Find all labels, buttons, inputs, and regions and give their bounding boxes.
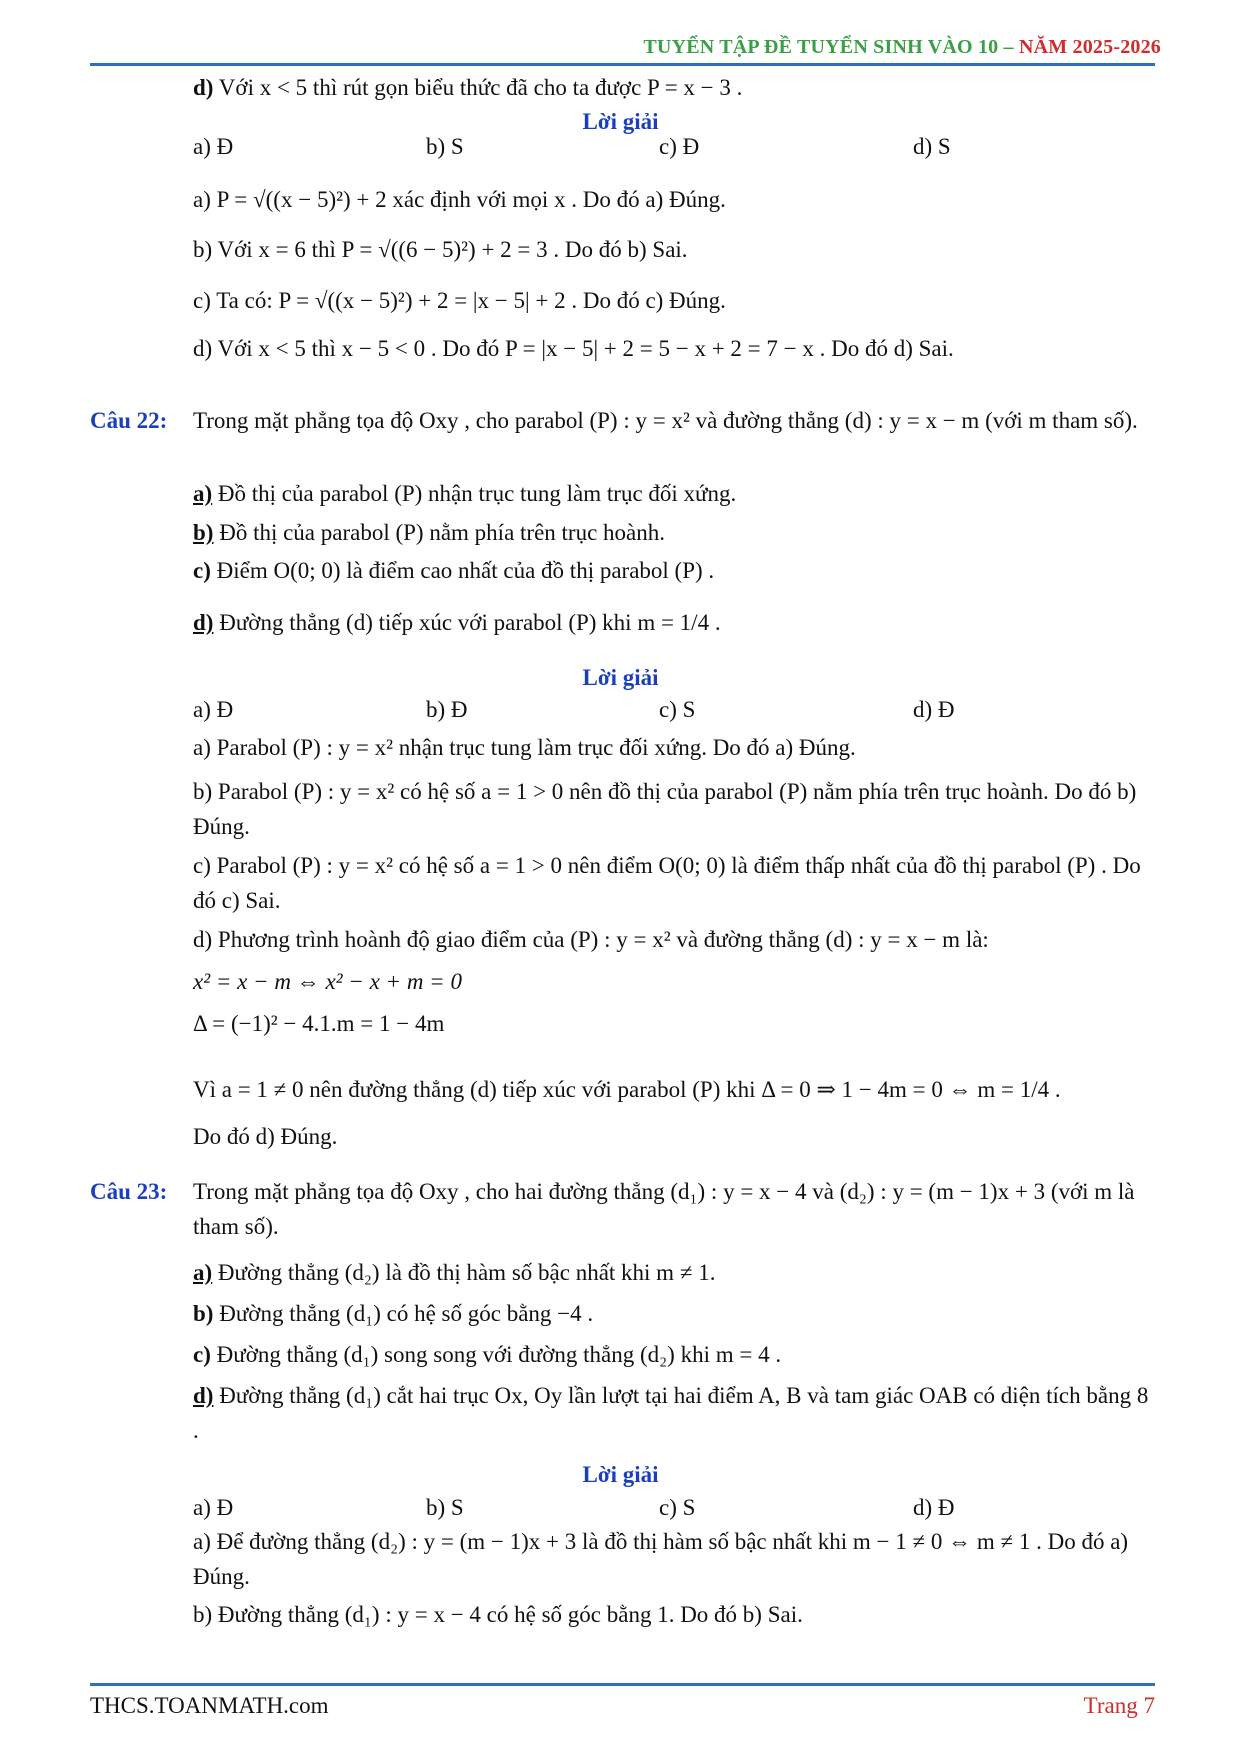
question-stem-22: Trong mặt phẳng tọa độ Oxy , cho parabol (P) : y = x² và đường thẳng (d) : y = x − m (với m tham số). bbox=[193, 408, 1138, 433]
question-item bbox=[193, 1296, 1155, 1331]
answer-a: a) Đ bbox=[193, 1495, 234, 1520]
solution-line: d) Phương trình hoành độ giao điểm của (P) : y = x² và đường thẳng (d) : y = x − m là: bbox=[193, 927, 989, 952]
answer-b: b) S bbox=[426, 1495, 464, 1520]
item-text: Đồ thị của parabol (P) nhận trục tung làm trục đối xứng. bbox=[217, 481, 737, 506]
statement-label: d) bbox=[193, 75, 214, 100]
header-series-title: TUYỂN TẬP ĐỀ TUYỂN SINH VÀO 10 – bbox=[643, 36, 1019, 58]
answer-c: c) Đ bbox=[659, 134, 700, 159]
solution-line: a) P = √((x − 5)²) + 2 xác định với mọi x . Do đó a) Đúng. bbox=[193, 187, 726, 212]
header-rule bbox=[90, 63, 1155, 66]
answer-row-21 bbox=[193, 129, 1133, 164]
page-header bbox=[643, 36, 1161, 59]
question-label-23: Câu 23: bbox=[90, 1179, 168, 1204]
item-text: Đường thẳng (d₂) là đồ thị hàm số bậc nhất khi m ≠ 1. bbox=[217, 1260, 716, 1285]
question-item bbox=[193, 1255, 1155, 1290]
solution-line: c) Ta có: P = √((x − 5)²) + 2 = |x − 5| + 2 . Do đó c) Đúng. bbox=[193, 288, 726, 313]
footer-rule bbox=[90, 1683, 1155, 1686]
solution-equation: Δ = (−1)² − 4.1.m = 1 − 4m bbox=[193, 1011, 445, 1036]
solution-line: b) Với x = 6 thì P = √((6 − 5)²) + 2 = 3 . Do đó b) Sai. bbox=[193, 237, 688, 262]
question-item bbox=[193, 515, 1155, 550]
item-text: Điểm O(0; 0) là điểm cao nhất của đồ thị parabol (P) . bbox=[216, 558, 715, 583]
item-label: d) bbox=[193, 1383, 214, 1408]
answer-c: c) S bbox=[659, 1495, 696, 1520]
answer-d: d) Đ bbox=[913, 1495, 955, 1520]
answer-d: d) Đ bbox=[913, 697, 955, 722]
answer-a: a) Đ bbox=[193, 134, 234, 159]
header-year: NĂM 2025-2026 bbox=[1018, 36, 1161, 58]
item-label: d) bbox=[193, 610, 214, 635]
footer-page-number: Trang 7 bbox=[1083, 1693, 1155, 1718]
solution-equation: x² = x − m ⇔ x² − x + m = 0 bbox=[193, 969, 462, 994]
item-label: b) bbox=[193, 520, 214, 545]
solution-line: c) Parabol (P) : y = x² có hệ số a = 1 > 0 nên điểm O(0; 0) là điểm thấp nhất của đồ thị parabol (P) . Do đó c) Sai. bbox=[193, 853, 1141, 913]
solution-line: Do đó d) Đúng. bbox=[193, 1124, 338, 1149]
answer-b: b) S bbox=[426, 134, 464, 159]
answer-row-22 bbox=[193, 692, 1133, 727]
item-text: Đường thẳng (d₁) cắt hai trục Ox, Oy lần lượt tại hai điểm A, B và tam giác OAB có diện tích bằng 8 . bbox=[193, 1383, 1149, 1443]
solution-title-22: Lời giải bbox=[582, 665, 659, 690]
item-text: Đường thẳng (d) tiếp xúc với parabol (P) khi m = 1/4 . bbox=[219, 610, 721, 635]
question-stem-23: Trong mặt phẳng tọa độ Oxy , cho hai đường thẳng (d₁) : y = x − 4 và (d₂) : y = (m − 1)x + 3 (với m là tham số). bbox=[193, 1179, 1135, 1239]
item-label: b) bbox=[193, 1301, 214, 1326]
question-item bbox=[193, 1378, 1155, 1448]
answer-a: a) Đ bbox=[193, 697, 234, 722]
question-item bbox=[193, 553, 1155, 588]
question-item bbox=[193, 476, 1155, 511]
solution-line: b) Đường thẳng (d₁) : y = x − 4 có hệ số góc bằng 1. Do đó b) Sai. bbox=[193, 1602, 803, 1627]
solution-title-21: Lời giải bbox=[582, 109, 659, 134]
answer-d: d) S bbox=[913, 134, 951, 159]
solution-line: a) Để đường thẳng (d₂) : y = (m − 1)x + 3 là đồ thị hàm số bậc nhất khi m − 1 ≠ 0 ⇔ m ≠ 1 . Do đó a) Đúng. bbox=[193, 1529, 1129, 1589]
solution-line: d) Với x < 5 thì x − 5 < 0 . Do đó P = |x − 5| + 2 = 5 − x + 2 = 7 − x . Do đó d) Sai. bbox=[193, 336, 954, 361]
answer-row-23 bbox=[193, 1490, 1133, 1525]
item-label: a) bbox=[193, 481, 213, 506]
answer-c: c) S bbox=[659, 697, 696, 722]
question-label-22: Câu 22: bbox=[90, 408, 168, 433]
item-text: Đường thẳng (d₁) song song với đường thẳng (d₂) khi m = 4 . bbox=[216, 1342, 782, 1367]
statement-text: Với x < 5 thì rút gọn biểu thức đã cho ta được P = x − 3 . bbox=[218, 75, 743, 100]
item-label: c) bbox=[193, 558, 211, 583]
solution-line: Vì a = 1 ≠ 0 nên đường thẳng (d) tiếp xúc với parabol (P) khi Δ = 0 ⇒ 1 − 4m = 0 ⇔ m = 1/4 . bbox=[193, 1077, 1061, 1102]
item-text: Đường thẳng (d₁) có hệ số góc bằng −4 . bbox=[219, 1301, 594, 1326]
item-text: Đồ thị của parabol (P) nằm phía trên trục hoành. bbox=[219, 520, 666, 545]
item-label: a) bbox=[193, 1260, 213, 1285]
top-statement-d bbox=[193, 70, 1155, 105]
solution-line: b) Parabol (P) : y = x² có hệ số a = 1 > 0 nên đồ thị của parabol (P) nằm phía trên trục hoành. Do đó b) Đúng. bbox=[193, 779, 1137, 839]
question-item bbox=[193, 1337, 1155, 1372]
solution-title-23: Lời giải bbox=[582, 1462, 659, 1487]
answer-b: b) Đ bbox=[426, 697, 468, 722]
solution-line: a) Parabol (P) : y = x² nhận trục tung làm trục đối xứng. Do đó a) Đúng. bbox=[193, 735, 856, 760]
footer-site: THCS.TOANMATH.com bbox=[90, 1693, 329, 1718]
question-item bbox=[193, 605, 1155, 640]
item-label: c) bbox=[193, 1342, 211, 1367]
